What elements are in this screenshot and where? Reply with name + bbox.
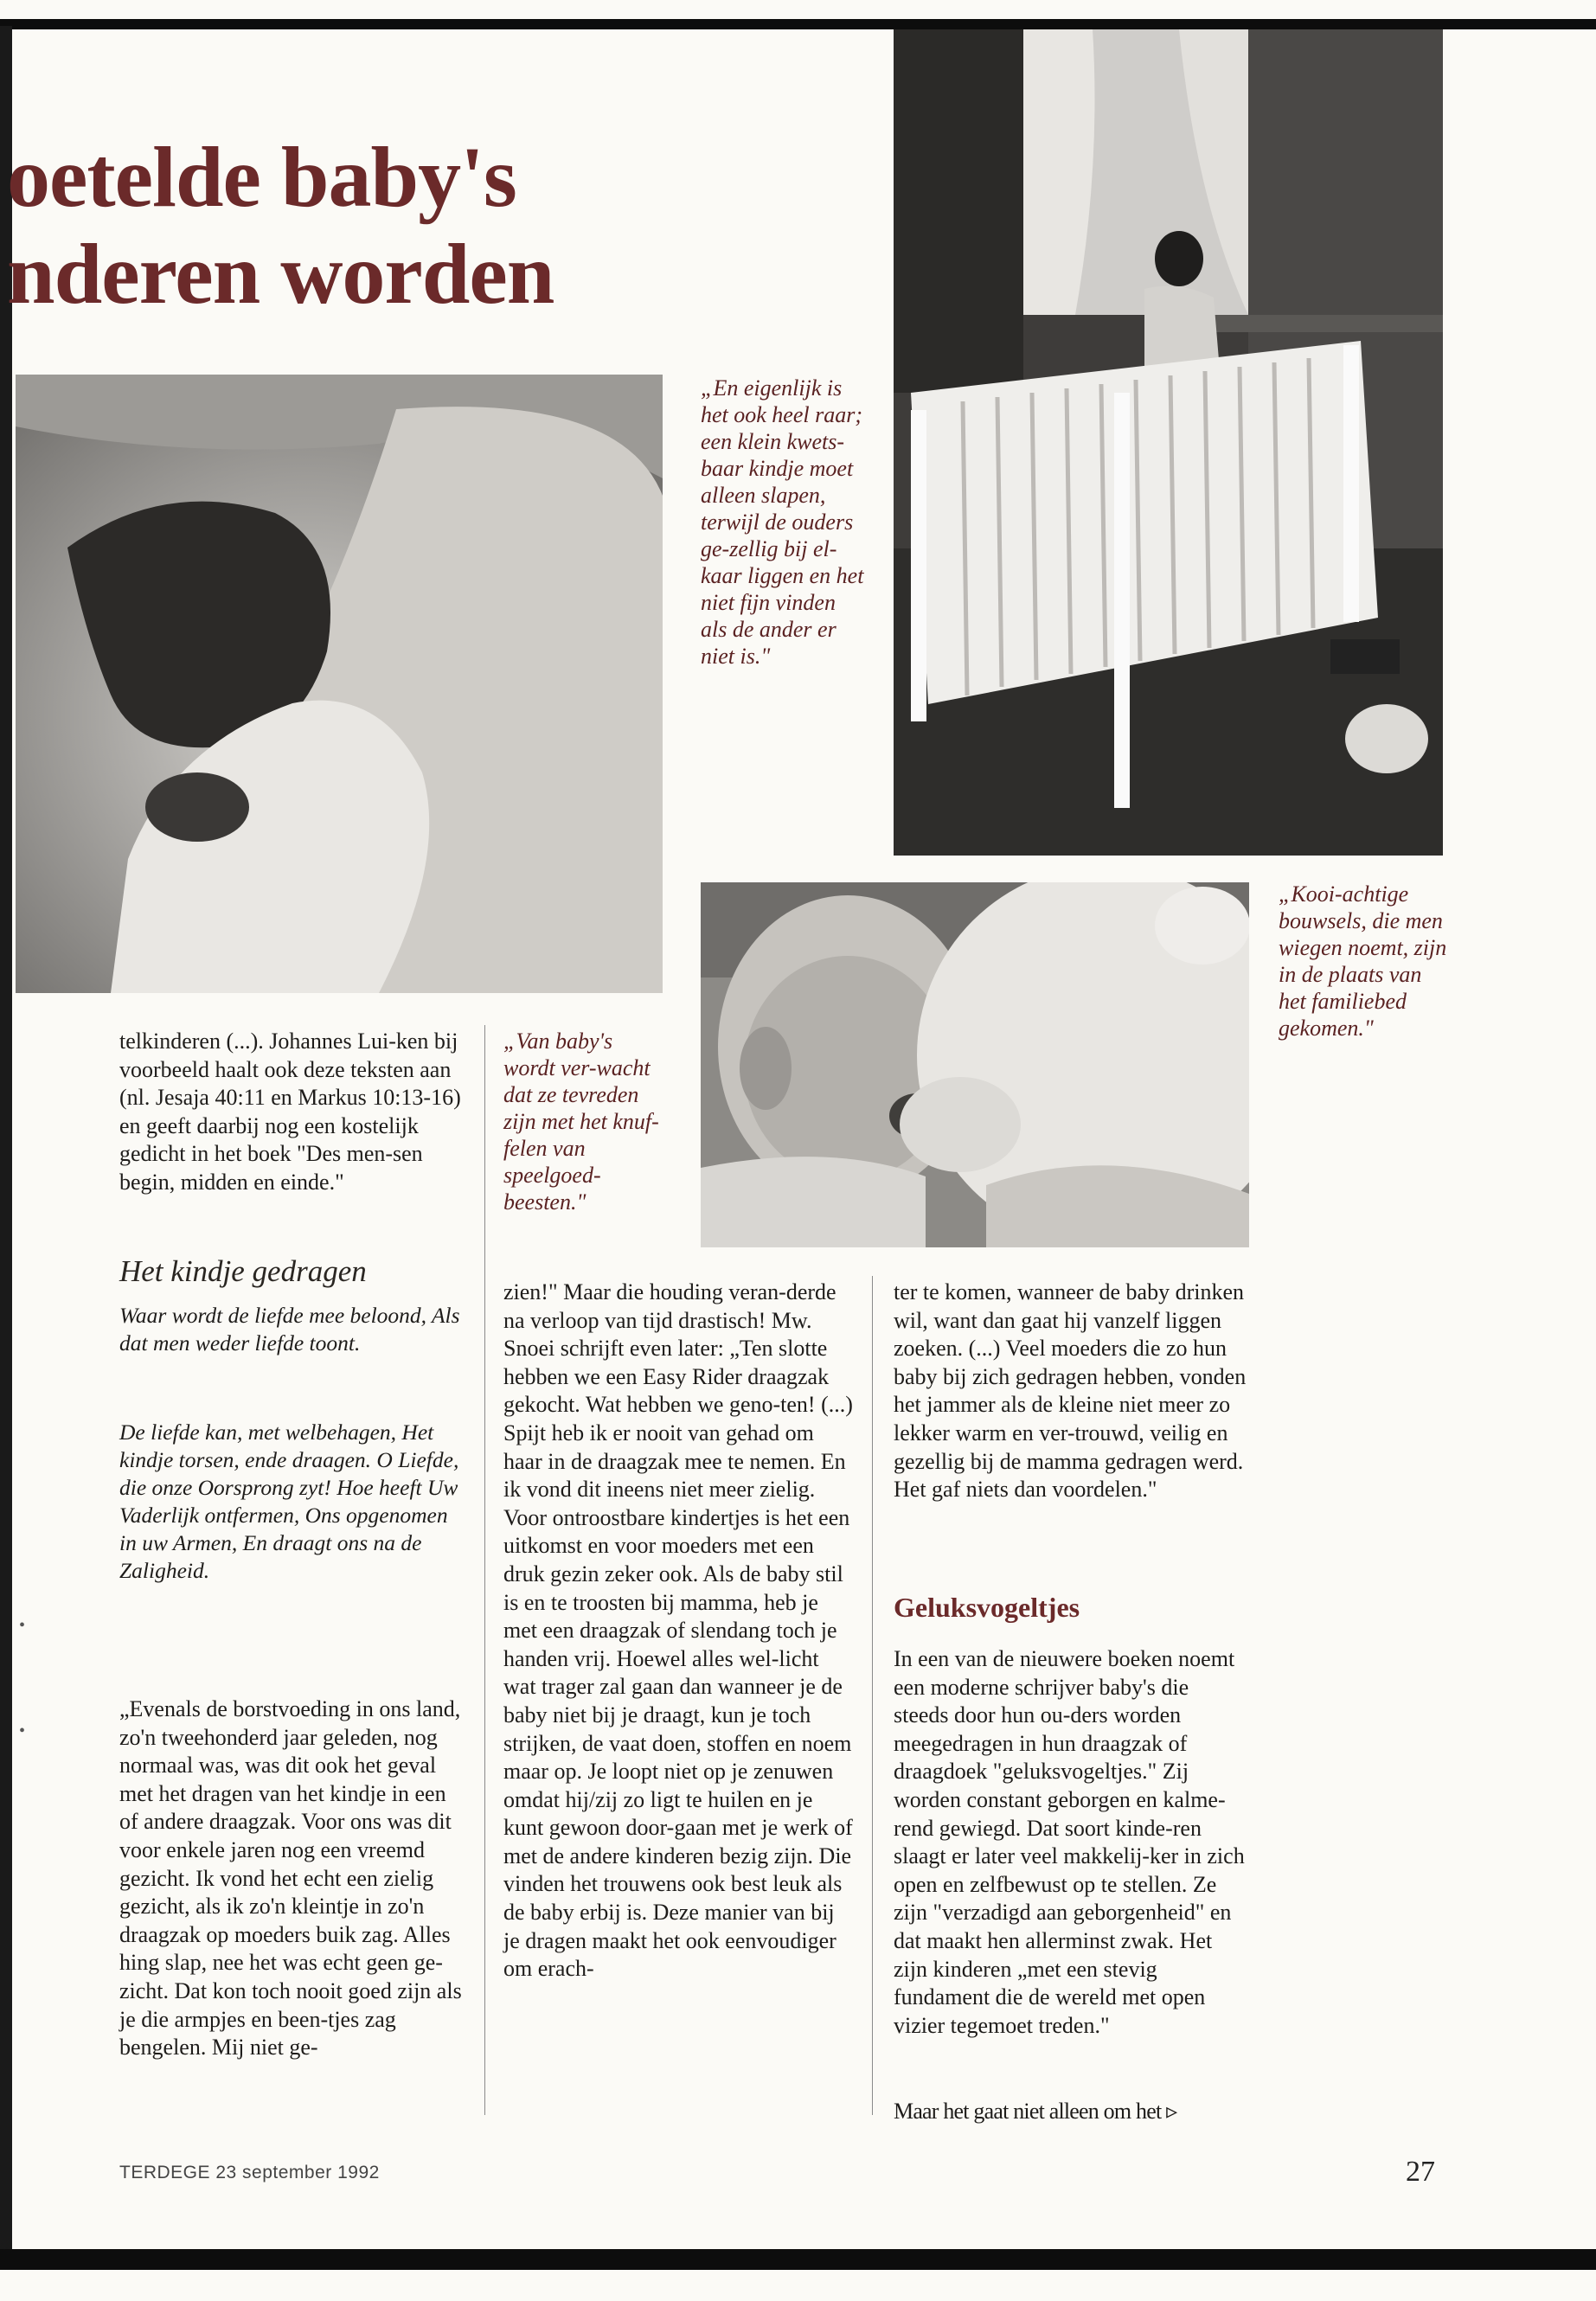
pull-quote-cradle: „Kooi-achtige bouwsels, die men wiegen noemt, zijn in de plaats van het familiebed gekomen." xyxy=(1279,881,1447,1041)
margin-bullet-2: • xyxy=(19,1721,26,1740)
pull-quote-babies: „Van baby's wordt ver-wacht dat ze tevreden zijn met het knuf-felen van speelgoed-beesten." xyxy=(503,1029,659,1215)
column-3-paragraph-2: In een van de nieuwere boeken noemt een moderne schrijver baby's die steeds door hun ou-ders worden meegedragen in hun draagzak of draagdoek "geluksvogeltjes." Zij worden constant geborgen en kalme-rend gewiegd. Dat soort kinde-ren slaagt er later veel makkelij-ker in zich open en zelfbewust op te stellen. Ze zijn "verzadigd aan geborgenheid" en dat maakt hen allerminst zwak. Het zijn kinderen „met een stevig fundament die de wereld met open vizier tegemoet treden." xyxy=(894,1646,1245,2038)
poem-stanza-1: Waar wordt de liefde mee beloond, Als dat men weder liefde toont. xyxy=(119,1303,460,1356)
column-3-last-line: Maar het gaat niet alleen om het ▹ xyxy=(894,2099,1177,2124)
margin-bullet-1: • xyxy=(19,1616,26,1635)
subhead-geluksvogeltjes: Geluksvogeltjes xyxy=(894,1592,1080,1623)
column-2-paragraph: zien!" Maar die houding veran-derde na verloop van tijd drastisch! Mw. Snoei schrijft even later: „Ten slotte hebben we een Easy Rider draagzak gekocht. Wat hebben we geno-ten! (...) Spijt heb ik er nooit van gehad om haar in de draagzak mee te nemen. En ik vond dit ineens niet meer zielig. Voor ontroostbare kindertjes is het een uitkomst en voor moeders met een druk gezin zeker ook. Als de baby stil is en te troosten bij mamma, heb je met een draagzak of slendang toch je handen vrij. Hoewel alles wel-licht wat trager zal gaan dan wanneer je de baby niet bij je draagt, kun je toch strijken, de vaat doen, stoffen en noem maar op. Je loopt niet op je zenuwen omdat hij/zij zo ligt te huilen en je kunt gewoon door-gaan met je werk of met de andere kinderen bezig zijn. Die vinden het trouwens ook best leuk als de baby erbij is. Deze manier van bij je dragen maakt het ook eenvoudiger om erach- xyxy=(503,1279,853,1982)
column-rule-2 xyxy=(872,1276,873,2115)
column-1-intro: telkinderen (...). Johannes Lui-ken bij voorbeeld haalt ook deze teksten aan (nl. Jesaja 40:11 en Markus 10:13-16) en geeft daarbij nog een kostelijk gedicht in het boek "Des men-sen begin, midden en einde." xyxy=(119,1029,461,1195)
photo-baby-with-teddy-bear xyxy=(701,882,1249,1247)
pull-quote-crib: „En eigenlijk is het ook heel raar; een klein kwets-baar kindje moet alleen slapen, terwijl de ouders ge-zellig bij el-kaar liggen en het niet fijn vinden als de ander er niet is." xyxy=(701,375,864,669)
top-black-bar xyxy=(0,19,1596,29)
photo-child-at-crib xyxy=(894,29,1443,856)
column-3-paragraph-1: ter te komen, wanneer de baby drinken wil, want dan gaat hij vanzelf liggen zoeken. (...) Veel moeders die zo hun baby bij zich gedragen hebben, vonden het jammer als de kleine niet meer zo lekker warm en ver-trouwd, veilig en gezellig bij de mamma gedragen werd. Het gaf niets dan voordelen." xyxy=(894,1279,1247,1503)
column-rule-1 xyxy=(484,1025,485,2115)
headline-line-2: nderen worden xyxy=(7,226,554,322)
page-number: 27 xyxy=(1406,2156,1435,2188)
subhead-het-kindje-gedragen: Het kindje gedragen xyxy=(119,1254,367,1288)
photo-sleeping-baby xyxy=(16,375,663,993)
column-1-paragraph: „Evenals de borstvoeding in ons land, zo'n tweehonderd jaar geleden, nog normaal was, was dit ook het geval met het dragen van het kindje in een of andere draagzak. Voor ons was dit voor enkele jaren nog een vreemd gezicht. Ik vond het echt een zielig gezicht, als ik zo'n kleintje in zo'n draagzak op moeders buik zag. Alles hing slap, nee het was echt geen ge-zicht. Dat kon toch nooit goed zijn als je die armpjes en been-tjes zag bengelen. Mij niet ge- xyxy=(119,1696,462,2061)
headline-line-1: oetelde baby's xyxy=(7,129,516,225)
footer-publication: TERDEGE 23 september 1992 xyxy=(119,2163,380,2182)
bottom-black-bar xyxy=(0,2249,1596,2270)
left-page-edge xyxy=(0,26,12,2249)
poem-stanza-2: De liefde kan, met welbehagen, Het kindje torsen, ende draagen. O Liefde, die onze Oorsprong zyt! Hoe heeft Uw Vaderlijk ontfermen, Ons opgenomen in uw Armen, En draagt ons na de Zaligheid. xyxy=(119,1420,459,1583)
